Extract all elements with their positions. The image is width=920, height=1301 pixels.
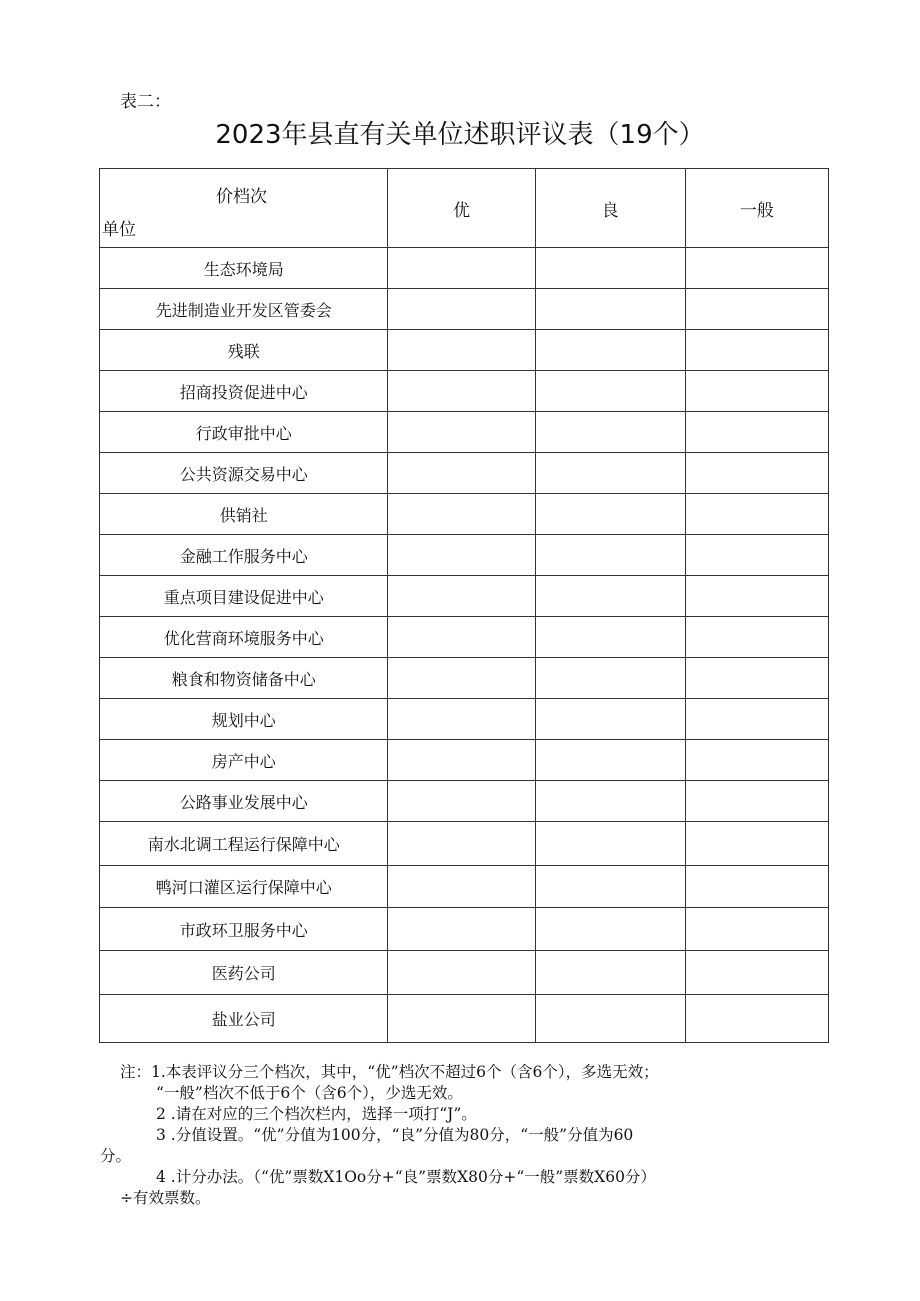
- unit-name-cell: 市政环卫服务中心: [100, 908, 388, 951]
- vote-cell-average[interactable]: [685, 908, 828, 951]
- vote-cell-good[interactable]: [535, 576, 685, 617]
- unit-name-cell: 重点项目建设促进中心: [100, 576, 388, 617]
- unit-name-cell: 盐业公司: [100, 995, 388, 1043]
- vote-cell-good[interactable]: [535, 617, 685, 658]
- vote-cell-average[interactable]: [685, 371, 828, 412]
- vote-cell-good[interactable]: [535, 951, 685, 995]
- vote-cell-good[interactable]: [535, 908, 685, 951]
- header-unit-label: 单位: [102, 220, 136, 240]
- unit-name-cell: 行政审批中心: [100, 412, 388, 453]
- vote-cell-average[interactable]: [685, 658, 828, 699]
- vote-cell-good[interactable]: [535, 781, 685, 822]
- vote-cell-good[interactable]: [535, 822, 685, 866]
- unit-name-cell: 残联: [100, 330, 388, 371]
- vote-cell-average[interactable]: [685, 535, 828, 576]
- vote-cell-good[interactable]: [535, 535, 685, 576]
- unit-name-cell: 粮食和物资储备中心: [100, 658, 388, 699]
- vote-cell-good[interactable]: [535, 453, 685, 494]
- vote-cell-good[interactable]: [535, 995, 685, 1043]
- unit-name-cell: 金融工作服务中心: [100, 535, 388, 576]
- vote-cell-excellent[interactable]: [388, 494, 535, 535]
- note-3-line-1: 3 .分值设置。“优”分值为100分，“良”分值为80分，“一般”分值为60: [156, 1126, 634, 1144]
- vote-cell-good[interactable]: [535, 740, 685, 781]
- table-row: [100, 494, 829, 535]
- unit-name-cell: 鸭河口灌区运行保障中心: [100, 866, 388, 908]
- vote-cell-excellent[interactable]: [388, 576, 535, 617]
- vote-cell-good[interactable]: [535, 289, 685, 330]
- vote-cell-good[interactable]: [535, 866, 685, 908]
- vote-cell-excellent[interactable]: [388, 740, 535, 781]
- vote-cell-good[interactable]: [535, 330, 685, 371]
- table-label: 表二：: [120, 92, 171, 112]
- vote-cell-average[interactable]: [685, 412, 828, 453]
- vote-cell-average[interactable]: [685, 453, 828, 494]
- vote-cell-excellent[interactable]: [388, 617, 535, 658]
- header-grade-excellent: 优: [388, 169, 535, 248]
- vote-cell-good[interactable]: [535, 494, 685, 535]
- vote-cell-excellent[interactable]: [388, 658, 535, 699]
- vote-cell-excellent[interactable]: [388, 248, 535, 289]
- table-row: [100, 535, 829, 576]
- header-grade-label: 价档次: [216, 187, 267, 207]
- note-4-line-1: 4 .计分办法。（“优”票数X1Oo分+“良”票数X80分+“一般”票数X60分）: [156, 1168, 656, 1186]
- vote-cell-excellent[interactable]: [388, 908, 535, 951]
- unit-name-cell: 公路事业发展中心: [100, 781, 388, 822]
- table-header-row: [100, 169, 829, 248]
- note-2: 2 .请在对应的三个档次栏内，选择一项打“J”。: [156, 1105, 477, 1123]
- vote-cell-excellent[interactable]: [388, 699, 535, 740]
- vote-cell-excellent[interactable]: [388, 412, 535, 453]
- vote-cell-good[interactable]: [535, 658, 685, 699]
- unit-name-cell: 供销社: [100, 494, 388, 535]
- table-row: [100, 781, 829, 822]
- table-row: [100, 995, 829, 1043]
- vote-cell-average[interactable]: [685, 822, 828, 866]
- vote-cell-excellent[interactable]: [388, 535, 535, 576]
- table-row: [100, 289, 829, 330]
- table-row: [100, 330, 829, 371]
- table-row: [100, 248, 829, 289]
- table-row: [100, 699, 829, 740]
- vote-cell-average[interactable]: [685, 740, 828, 781]
- unit-name-cell: 先进制造业开发区管委会: [100, 289, 388, 330]
- vote-cell-average[interactable]: [685, 781, 828, 822]
- vote-cell-excellent[interactable]: [388, 995, 535, 1043]
- vote-cell-excellent[interactable]: [388, 330, 535, 371]
- vote-cell-excellent[interactable]: [388, 951, 535, 995]
- note-4-line-2: ÷有效票数。: [120, 1189, 211, 1207]
- vote-cell-excellent[interactable]: [388, 453, 535, 494]
- unit-name-cell: 房产中心: [100, 740, 388, 781]
- unit-name-cell: 规划中心: [100, 699, 388, 740]
- note-1-line-2: “一般”档次不低于6个（含6个），少选无效。: [156, 1084, 463, 1102]
- vote-cell-good[interactable]: [535, 699, 685, 740]
- rating-table: [99, 168, 829, 1043]
- vote-cell-average[interactable]: [685, 289, 828, 330]
- vote-cell-average[interactable]: [685, 699, 828, 740]
- header-corner-cell: [100, 169, 388, 248]
- vote-cell-excellent[interactable]: [388, 289, 535, 330]
- unit-name-cell: 生态环境局: [100, 248, 388, 289]
- note-1-line-1: 注：1.本表评议分三个档次，其中，“优”档次不超过6个（含6个），多选无效；: [120, 1063, 659, 1081]
- vote-cell-average[interactable]: [685, 951, 828, 995]
- vote-cell-good[interactable]: [535, 412, 685, 453]
- table-row: [100, 371, 829, 412]
- unit-name-cell: 南水北调工程运行保障中心: [100, 822, 388, 866]
- vote-cell-average[interactable]: [685, 248, 828, 289]
- table-row: [100, 866, 829, 908]
- table-row: [100, 822, 829, 866]
- page-title: 2023年县直有关单位述职评议表（19个）: [215, 120, 705, 150]
- table-row: [100, 576, 829, 617]
- vote-cell-average[interactable]: [685, 866, 828, 908]
- unit-name-cell: 公共资源交易中心: [100, 453, 388, 494]
- header-grade-average: 一般: [685, 169, 828, 248]
- table-row: [100, 658, 829, 699]
- note-3-line-2: 分。: [100, 1147, 132, 1165]
- table-row: [100, 951, 829, 995]
- vote-cell-average[interactable]: [685, 330, 828, 371]
- vote-cell-average[interactable]: [685, 494, 828, 535]
- vote-cell-average[interactable]: [685, 995, 828, 1043]
- table-row: [100, 740, 829, 781]
- vote-cell-excellent[interactable]: [388, 371, 535, 412]
- table-row: [100, 412, 829, 453]
- vote-cell-excellent[interactable]: [388, 822, 535, 866]
- vote-cell-good[interactable]: [535, 371, 685, 412]
- unit-name-cell: 招商投资促进中心: [100, 371, 388, 412]
- vote-cell-excellent[interactable]: [388, 866, 535, 908]
- vote-cell-average[interactable]: [685, 576, 828, 617]
- vote-cell-good[interactable]: [535, 248, 685, 289]
- table-row: [100, 453, 829, 494]
- header-grade-good: 良: [535, 169, 685, 248]
- notes-section: [100, 1062, 820, 1209]
- table-row: [100, 617, 829, 658]
- unit-name-cell: 医药公司: [100, 951, 388, 995]
- table-row: [100, 908, 829, 951]
- vote-cell-average[interactable]: [685, 617, 828, 658]
- unit-name-cell: 优化营商环境服务中心: [100, 617, 388, 658]
- vote-cell-excellent[interactable]: [388, 781, 535, 822]
